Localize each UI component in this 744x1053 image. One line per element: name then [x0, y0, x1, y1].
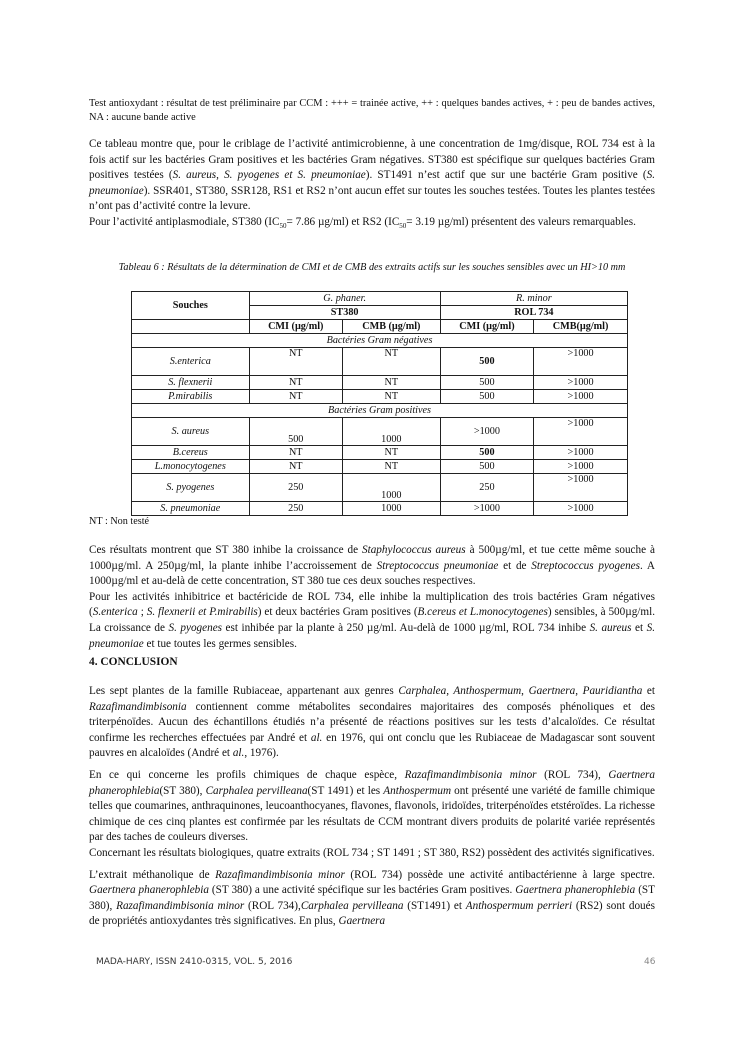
header-rol734: ROL 734 [440, 306, 627, 320]
results-table [131, 291, 628, 516]
cell-value: NT [342, 390, 440, 404]
table-row [132, 460, 628, 474]
cell-value: NT [249, 390, 342, 404]
header-r-minor: R. minor [440, 292, 627, 306]
header-cmi: CMI (µg/ml) [249, 320, 342, 334]
table-row [132, 502, 628, 516]
cell-value: >1000 [440, 418, 533, 446]
paragraph-families: Les sept plantes de la famille Rubiaceae, appartenant aux genres Carphalea, Anthospermum, Gaertnera, Pauridiantha et Razafimandimbisonia contiennent comme métabolites secondaires majoritaires des composés phénoliques et des triterpénoïdes. Aucun des échantillons étudiés n’a présenté de réactions positives sur les tests d’alcaloïdes. Ce résultat confirme les recherches effectuées par André et al. en 1976, qui ont conclu que les Rubiaceae de Madagascar sont souvent pauvres en alcaloïdes (André et al., 1976). [89, 685, 655, 760]
header-st380: ST380 [249, 306, 440, 320]
paragraph-extract: L’extrait méthanolique de Razafimandimbisonia minor (ROL 734) possède une activité antibactérienne à large spectre. Gaertnera phanerophlebia (ST 380) a une activité spécifique sur les bactéries Gram positives. Gaertnera phanerophlebia (ST 380), Razafimandimbisonia minor (ROL 734),Carphalea pervilleana (ST1491) et Anthospermum perrieri (RS2) sont doués de propriétés antioxydantes très significatives. En plus, Gaertnera [89, 868, 655, 928]
table-row [132, 348, 628, 376]
cell-value: 250 [249, 502, 342, 516]
results-interpretation [89, 543, 655, 652]
cell-value: NT [249, 348, 342, 376]
header-cmi: CMI (µg/ml) [440, 320, 533, 334]
cell-value: NT [342, 446, 440, 460]
cell-value: 500 [440, 376, 533, 390]
cell-value: NT [249, 376, 342, 390]
paragraph-chemical-profiles: En ce qui concerne les profils chimiques de chaque espèce, Razafimandimbisonia minor (ROL 734), Gaertnera phanerophlebia(ST 380), Carphalea pervilleana(ST 1491) et les Anthospermum ont présenté une variété de famille chimique telles que coumarines, anthraquinones, leucoanthocyanes, flavones, flavonols, iridoïdes, triterpénoïdes etstéroïdes. La richesse chimique de ces cinq plantes est confirmée par les résultats de CCM montrant divers produits de polarité variée représentés par des taches de couleurs diverses. [89, 768, 656, 844]
cell-value: >1000 [534, 502, 628, 516]
cell-value: NT [342, 460, 440, 474]
cell-value: 500 [249, 418, 342, 446]
strain-name: P.mirabilis [132, 390, 250, 404]
cell-value: >1000 [534, 460, 628, 474]
paragraph-antiplasmodial: Pour l’activité antiplasmodiale, ST380 ($IC_{50}= 7.86$ µg/ml) et RS2 ($IC_{50}= 3.19$ µg/ml) présentent des valeurs remarquables. [89, 215, 636, 231]
cell-value: 1000 [342, 474, 440, 502]
cell-value: NT [342, 348, 440, 376]
cell-value: >1000 [440, 502, 533, 516]
cell-value: 500 [440, 348, 533, 376]
strain-name: B.cereus [132, 446, 250, 460]
cell-value: 500 [440, 460, 533, 474]
header-cmb: CMB (µg/ml) [342, 320, 440, 334]
cell-value: 250 [440, 474, 533, 502]
section-gram-positive: Bactéries Gram positives [132, 404, 628, 418]
table-row [132, 418, 628, 446]
cell-value: NT [249, 446, 342, 460]
cell-value: >1000 [534, 474, 628, 502]
table-row [132, 446, 628, 460]
section-gram-negative: Bactéries Gram négatives [132, 334, 628, 348]
cell-value: >1000 [534, 348, 628, 376]
strain-name: S.enterica [132, 348, 250, 376]
cell-value: >1000 [534, 390, 628, 404]
section-heading: 4. CONCLUSION [89, 656, 178, 668]
results-discussion [89, 137, 655, 235]
paragraph-rol734: Pour les activités inhibitrice et bactéricide de ROL 734, elle inhibe la multiplication des trois bactéries Gram négatives (S.enterica ; S. flexnerii et P.mirabilis) et deux bactéries Gram positives (B.cereus et L.monocytogenes) sensibles, à 500µg/ml. La croissance de S. pyogenes est inhibée par la plante à 250 µg/ml. Au-delà de 1000 µg/ml, ROL 734 inhibe S. aureus et S. pneumoniae et tue toutes les germes sensibles. [89, 590, 656, 650]
header-souches: Souches [132, 292, 250, 320]
page-number: 46 [644, 957, 656, 967]
cell-value: 500 [440, 446, 533, 460]
strain-name: S. pneumoniae [132, 502, 250, 516]
header-g-phaner: G. phaner. [249, 292, 440, 306]
table-row [132, 390, 628, 404]
nt-legend: NT : Non testé [89, 516, 150, 527]
cell-value: NT [342, 376, 440, 390]
header-cmb: CMB(µg/ml) [534, 320, 628, 334]
conclusion-body [89, 684, 655, 936]
table-row [132, 376, 628, 390]
cell-value: >1000 [534, 446, 628, 460]
cell-value: 250 [249, 474, 342, 502]
strain-name: S. flexnerii [132, 376, 250, 390]
table-row [132, 474, 628, 502]
paragraph-biological: Concernant les résultats biologiques, quatre extraits (ROL 734 ; ST 1491 ; ST 380, RS2) possèdent des activités significatives. [89, 846, 655, 859]
strain-name: S. pyogenes [132, 474, 250, 502]
strain-name: S. aureus [132, 418, 250, 446]
table-caption: Tableau 6 : Résultats de la détermination de CMI et de CMB des extraits actifs sur les souches sensibles avec un HI>10 mm [118, 262, 626, 273]
header-empty [132, 320, 250, 334]
journal-footer: MADA-HARY, ISSN 2410-0315, VOL. 5, 2016 [96, 957, 293, 967]
cell-value: >1000 [534, 376, 628, 390]
cell-value: >1000 [534, 418, 628, 446]
cell-value: NT [249, 460, 342, 474]
paragraph-antimicrobial: Ce tableau montre que, pour le criblage de l’activité antimicrobienne, à une concentration de 1mg/disque, ROL 734 est à la fois actif sur les bactéries Gram positives et les bactéries Gram négatives. ST380 est spécifique sur quelques bactéries Gram positives testées (S. aureus, S. pyogenes et S. pneumoniae). ST1491 n’est actif que sur une bactérie Gram positive (S. pneumoniae). SSR401, ST380, SSR128, RS1 et RS2 n’ont aucun effet sur toutes les souches testées. Toutes les plantes testées n’ont pas d’activité contre la levure. [89, 138, 656, 213]
cell-value: 1000 [342, 502, 440, 516]
strain-name: L.monocytogenes [132, 460, 250, 474]
paragraph-st380: Ces résultats montrent que ST 380 inhibe la croissance de Staphylococcus aureus à 500µg/ml, et tue cette même souche à 1000µg/ml. A 250µg/ml, la plante inhibe l’accroissement de Streptococcus pneumoniae et de Streptococcus pyogenes. A 1000µg/ml et au-delà de cette concentration, ST 380 tue ces deux souches respectives. [89, 544, 655, 588]
cell-value: 1000 [342, 418, 440, 446]
test-note: Test antioxydant : résultat de test préliminaire par CCM : +++ = trainée active, ++ : quelques bandes actives, + : peu de bandes actives, NA : aucune bande active [89, 98, 655, 124]
cell-value: 500 [440, 390, 533, 404]
